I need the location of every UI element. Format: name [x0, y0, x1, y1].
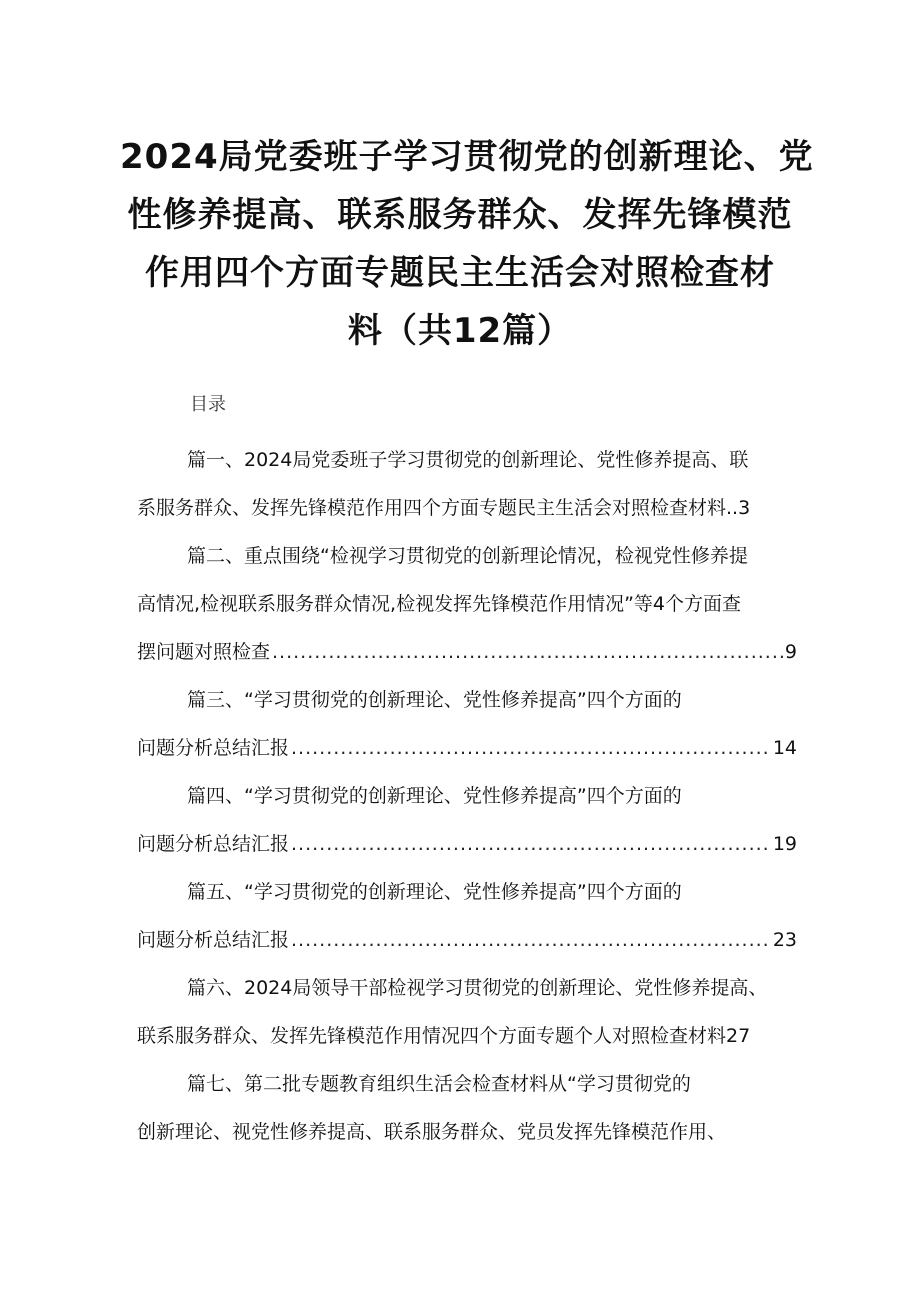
toc-line: 篇一、2024局党委班子学习贯彻党的创新理论、党性修养提高、联 [187, 449, 749, 471]
title-line: 料（共12篇） [347, 311, 573, 351]
toc-entry-3[interactable] [137, 676, 797, 772]
page-number: 19 [772, 833, 797, 855]
toc-line: 篇二、重点围绕“检视学习贯彻党的创新理论情况，检视党性修养提 [187, 545, 748, 567]
toc-leader-line [137, 628, 797, 676]
dot-leader [291, 916, 771, 964]
page-number: 9 [784, 641, 797, 663]
toc-line: 问题分析总结汇报 [137, 929, 290, 951]
toc-line: 篇六、2024局领导干部检视学习贯彻党的创新理论、党性修养提高、 [187, 977, 768, 999]
toc-line: 问题分析总结汇报 [137, 737, 290, 759]
toc-leader-line [137, 724, 797, 772]
toc-label: 目录 [190, 394, 226, 415]
toc-leader-line [137, 916, 797, 964]
toc-entry-7[interactable] [137, 1060, 797, 1156]
dot-leader [291, 724, 771, 772]
toc-line: 篇三、“学习贯彻党的创新理论、党性修养提高”四个方面的 [187, 689, 682, 711]
toc-line: 篇七、第二批专题教育组织生活会检查材料从“学习贯彻党的 [187, 1073, 691, 1095]
toc-entry-1[interactable] [137, 436, 797, 532]
toc-entry-2[interactable] [137, 532, 797, 676]
toc-line: 高情况,检视联系服务群众情况,检视发挥先锋模范作用情况”等4个方面查 [137, 593, 742, 615]
dot-leader [272, 628, 783, 676]
toc-line: 篇五、“学习贯彻党的创新理论、党性修养提高”四个方面的 [187, 881, 682, 903]
document-title [120, 128, 814, 360]
toc-line: 系服务群众、发挥先锋模范作用四个方面专题民主生活会对照检查材料..3 [137, 497, 751, 519]
title-line: 作用四个方面专题民主生活会对照检查材 [145, 253, 775, 293]
table-of-contents [137, 436, 797, 1156]
toc-line: 联系服务群众、发挥先锋模范作用情况四个方面专题个人对照检查材料27 [137, 1025, 751, 1047]
toc-line: 问题分析总结汇报 [137, 833, 290, 855]
title-line: 性修养提高、联系服务群众、发挥先锋模范 [127, 195, 793, 235]
toc-leader-line [137, 820, 797, 868]
page-number: 23 [772, 929, 797, 951]
toc-entry-4[interactable] [137, 772, 797, 868]
toc-entry-5[interactable] [137, 868, 797, 964]
toc-entry-6[interactable] [137, 964, 797, 1060]
title-line: 2024局党委班子学习贯彻党的创新理论、党 [120, 137, 814, 177]
dot-leader [291, 820, 771, 868]
page-number: 14 [772, 737, 797, 759]
toc-line: 摆问题对照检查 [137, 641, 271, 663]
toc-line: 创新理论、视党性修养提高、联系服务群众、党员发挥先锋模范作用、 [137, 1121, 727, 1143]
toc-line: 篇四、“学习贯彻党的创新理论、党性修养提高”四个方面的 [187, 785, 682, 807]
